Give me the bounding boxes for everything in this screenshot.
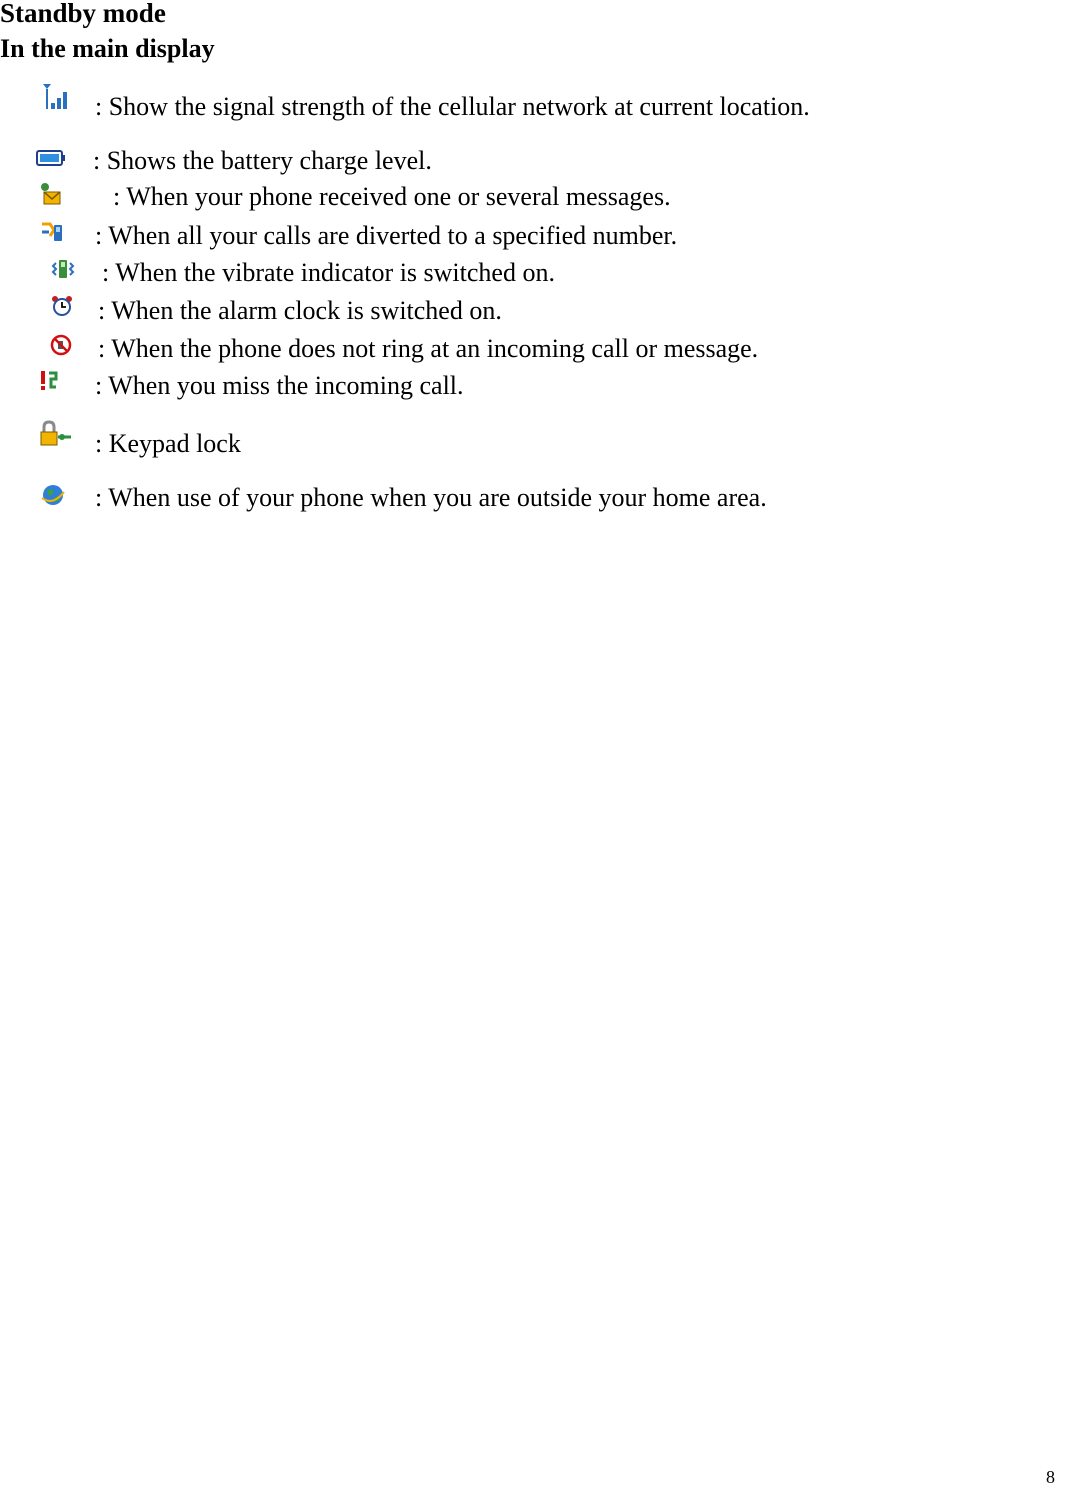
list-item [0, 420, 1067, 458]
signal-strength-icon [40, 82, 72, 114]
list-item-text: : When the vibrate indicator is switched on. [102, 258, 555, 287]
section-subtitle: In the main display [0, 34, 215, 63]
list-item [0, 180, 1067, 212]
roaming-icon [40, 482, 66, 508]
silent-icon [50, 334, 72, 356]
list-item [0, 82, 1067, 121]
list-item-text: : Shows the battery charge level. [93, 146, 432, 175]
battery-icon [36, 148, 66, 168]
list-item [0, 292, 1067, 324]
list-item-text: : When you miss the incoming call. [95, 371, 464, 400]
list-item-text: : When all your calls are diverted to a specified number. [95, 221, 678, 250]
list-item [0, 480, 1067, 512]
call-divert-icon [40, 220, 66, 246]
list-item-text: : When the alarm clock is switched on. [98, 296, 502, 325]
list-item-text: : When use of your phone when you are outside your home area. [95, 483, 767, 512]
list-item [0, 254, 1067, 286]
list-item [0, 367, 1067, 399]
keypad-lock-icon [38, 420, 74, 448]
list-item-text: : Keypad lock [95, 429, 241, 458]
message-icon [38, 180, 62, 208]
list-item-text: : Show the signal strength of the cellular network at current location. [95, 92, 810, 121]
list-item [0, 144, 1067, 176]
page-number: 8 [1046, 1467, 1055, 1487]
list-item [0, 218, 1067, 250]
list-item [0, 330, 1067, 362]
list-item-text: : When your phone received one or several messages. [113, 182, 671, 211]
missed-call-icon [38, 369, 60, 393]
alarm-clock-icon [50, 294, 74, 318]
page-title: Standby mode [0, 0, 166, 28]
vibrate-icon [50, 256, 76, 282]
list-item-text: : When the phone does not ring at an incoming call or message. [98, 334, 759, 363]
